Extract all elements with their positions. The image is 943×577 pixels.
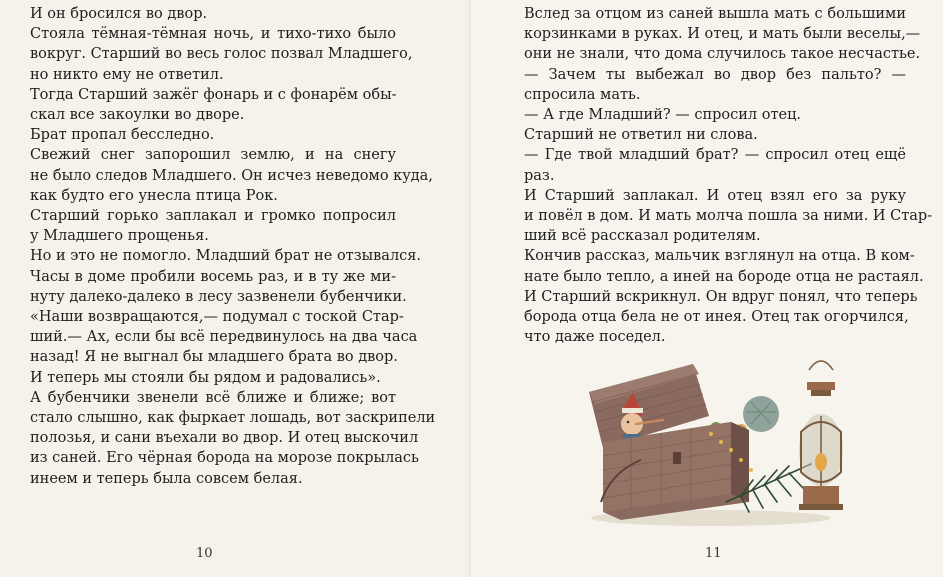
right-page [471, 0, 943, 577]
text-line: полозья, и сани въехали во двор. И отец выскочил [30, 430, 419, 447]
paragraph [30, 388, 436, 489]
paragraph [30, 246, 422, 266]
text-line: и повёл в дом. И мать молча пошла за ними. И Стар- [524, 208, 933, 225]
right-page-text [524, 4, 933, 347]
paragraph [30, 145, 433, 206]
paragraph [524, 145, 906, 185]
paragraph [30, 4, 396, 24]
page-number-right: 11 [705, 546, 722, 561]
text-line: но никто ему не ответил. [30, 66, 224, 83]
text-line: вокруг. Старший во весь голос позвал Младшего, [30, 46, 413, 63]
paragraph [30, 125, 396, 145]
text-line: И он бросился во двор. [30, 6, 208, 22]
text-line: нате было тепло, а иней на бороде отца не растаял. [524, 268, 924, 285]
text-line: из саней. Его чёрная борода на морозе покрылась [30, 450, 419, 467]
text-line: Старший горько заплакал и громко попросил [30, 208, 396, 225]
text-line: корзинками в руках. И отец, и мать были веселы,— [524, 26, 921, 43]
text-line: Но и это не помогло. Младший брат не отзывался. [30, 248, 422, 265]
left-page-text [30, 4, 436, 489]
text-line: А бубенчики звенели всё ближе и ближе; вот [30, 389, 396, 406]
text-line: Часы в доме пробили восемь раз, и в ту же ми- [30, 268, 396, 285]
text-line: «Наши возвращаются,— подумал с тоской Стар- [30, 309, 404, 326]
page-number-left: 10 [196, 546, 213, 561]
text-line: что даже поседел. [524, 329, 666, 346]
text-line: инеем и теперь была совсем белая. [30, 470, 303, 487]
text-line: — Где твой младший брат? — спросил отец ещё [524, 147, 906, 164]
paragraph [524, 125, 906, 145]
paragraph [524, 65, 906, 105]
text-line: И Старший вскрикнул. Он вдруг понял, что теперь [524, 288, 918, 305]
text-line: назад! Я не выгнал бы младшего брата во двор. [30, 349, 398, 366]
text-line: у Младшего прощенья. [30, 228, 209, 245]
text-line: скал все закоулки во дворе. [30, 107, 245, 124]
paragraph [30, 24, 413, 85]
text-line: ший.— Ах, если бы всё передвинулось на два часа [30, 329, 418, 346]
text-line: спросила мать. [524, 86, 641, 103]
paragraph [30, 206, 396, 246]
text-line: И Старший заплакал. И отец взял его за руку [524, 187, 906, 204]
paragraph [524, 105, 906, 125]
left-page [0, 0, 471, 577]
text-line: Вслед за отцом из саней вышла мать с большими [524, 6, 906, 22]
text-line: раз. [524, 167, 555, 184]
text-line: стало слышно, как фыркает лошадь, вот заскрипели [30, 410, 436, 427]
paragraph [30, 85, 396, 125]
text-line: борода отца бела не от инея. Отец так огорчился, [524, 309, 909, 326]
text-line: — А где Младший? — спросил отец. [524, 107, 802, 124]
paragraph [30, 267, 407, 307]
lantern [799, 361, 843, 510]
text-line: как будто его унесла птица Рок. [30, 187, 278, 204]
text-line: ший всё рассказал родителям. [524, 228, 761, 245]
text-line: нуту далеко-далеко в лесу зазвенели бубенчики. [30, 288, 407, 305]
text-line: Стояла тёмная-тёмная ночь, и тихо-тихо было [30, 26, 396, 43]
text-line: — Зачем ты выбежал во двор без пальто? — [524, 66, 906, 83]
paragraph [524, 186, 933, 247]
text-line: Кончив рассказ, мальчик взглянул на отца. В ком- [524, 248, 915, 265]
text-line: они не знали, что дома случилось такое несчастье. [524, 46, 921, 63]
text-line: Свежий снег запорошил землю, и на снегу [30, 147, 396, 164]
paragraph [30, 307, 418, 388]
paragraph [524, 246, 924, 347]
toy-chest-with-lantern-illustration [581, 352, 871, 530]
text-line: Старший не ответил ни слова. [524, 127, 758, 144]
text-line: не было следов Младшего. Он исчез неведомо куда, [30, 167, 433, 184]
text-line: Брат пропал бесследно. [30, 127, 215, 144]
text-line: Тогда Старший зажёг фонарь и с фонарём обы- [30, 86, 397, 103]
text-line: И теперь мы стояли бы рядом и радовались». [30, 369, 381, 386]
paragraph [524, 4, 921, 65]
